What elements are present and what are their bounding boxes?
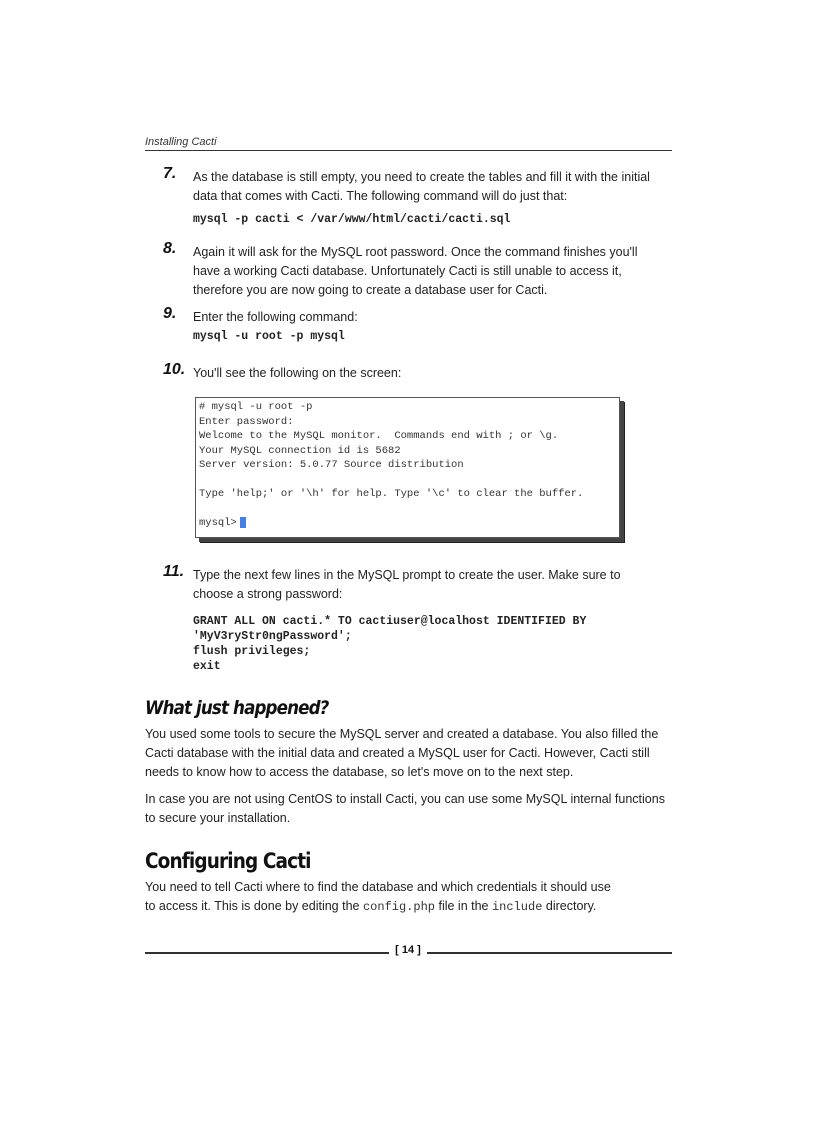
- terminal-prompt: mysql>: [199, 517, 237, 529]
- terminal-line: Server version: 5.0.77 Source distribution: [199, 459, 464, 471]
- section-heading-configuring-cacti: Configuring Cacti: [145, 849, 311, 873]
- step-text-line: You'll see the following on the screen:: [193, 366, 402, 380]
- cursor-block: [240, 517, 246, 528]
- page-number: [ 14 ]: [395, 944, 421, 956]
- terminal-line: Enter password:: [199, 415, 294, 428]
- paragraph: [145, 790, 675, 828]
- text-span: file in the: [438, 899, 489, 913]
- step-11: [145, 563, 675, 674]
- paragraph-line: to secure your installation.: [145, 811, 291, 825]
- step-text-line: therefore you are now going to create a database user for Cacti.: [193, 283, 548, 297]
- step-number: 9.: [163, 305, 177, 322]
- step-10: [145, 361, 675, 383]
- text-span: directory.: [545, 899, 597, 913]
- code-line: GRANT ALL ON cacti.* TO cactiuser@localhost IDENTIFIED BY: [193, 615, 587, 628]
- step-text-line: Enter the following command:: [193, 310, 358, 324]
- footer-rule: [145, 952, 389, 954]
- code-command: mysql -p cacti < /var/www/html/cacti/cacti.sql: [193, 213, 511, 226]
- page-footer: [145, 944, 672, 960]
- paragraph-line: Cacti database with the initial data and created a MySQL user for Cacti. However, Cacti still: [145, 746, 650, 760]
- paragraph-line: In case you are not using CentOS to install Cacti, you can use some MySQL internal functions: [145, 792, 665, 806]
- step-number: 8.: [163, 240, 177, 257]
- step-text-line: have a working Cacti database. Unfortunately Cacti is still unable to access it,: [193, 264, 622, 278]
- code-command: mysql -u root -p mysql: [193, 330, 345, 343]
- step-number: 10.: [163, 361, 186, 378]
- step-9: [145, 305, 675, 344]
- section-heading-what-just-happened: What just happened?: [145, 697, 329, 719]
- step-text-line: As the database is still empty, you need to create the tables and fill it with the initial: [193, 170, 650, 184]
- code-line: flush privileges;: [193, 645, 311, 658]
- step-text-line: Again it will ask for the MySQL root password. Once the command finishes you'll: [193, 245, 638, 259]
- paragraph-line: You need to tell Cacti where to find the database and which credentials it should use: [145, 880, 611, 894]
- code-line: 'MyV3ryStr0ngPassword';: [193, 630, 352, 643]
- step-text-line: choose a strong password:: [193, 587, 343, 601]
- step-8: [145, 240, 675, 300]
- running-head: Installing Cacti: [145, 136, 672, 151]
- paragraph: [145, 725, 675, 782]
- terminal-prompt-line: [199, 516, 616, 531]
- step-text-line: Type the next few lines in the MySQL prompt to create the user. Make sure to: [193, 568, 621, 582]
- inline-code-config-php: config.php: [362, 900, 435, 914]
- step-number: 7.: [163, 165, 177, 182]
- paragraph-line: needs to know how to access the database, so let's move on to the next step.: [145, 765, 574, 779]
- code-line: exit: [193, 660, 221, 673]
- paragraph-line: You used some tools to secure the MySQL server and created a database. You also filled the: [145, 727, 659, 741]
- terminal-line: # mysql -u root -p: [199, 401, 313, 413]
- paragraph-line: [145, 897, 675, 917]
- terminal-help-line: Type 'help;' or '\h' for help. Type '\c' to clear the buffer.: [199, 488, 584, 500]
- terminal-line: Your MySQL connection id is 5682: [199, 444, 401, 457]
- step-text-line: data that comes with Cacti. The following command will do just that:: [193, 189, 568, 203]
- text-span: to access it. This is done by editing the: [145, 899, 360, 913]
- step-number: 11.: [163, 563, 185, 580]
- paragraph: [145, 878, 675, 917]
- footer-rule: [427, 952, 672, 954]
- step-7: [145, 165, 675, 227]
- terminal-screenshot: [195, 397, 620, 538]
- terminal-line: Welcome to the MySQL monitor. Commands end with ; or \g.: [199, 430, 559, 442]
- inline-code-include: include: [491, 900, 543, 914]
